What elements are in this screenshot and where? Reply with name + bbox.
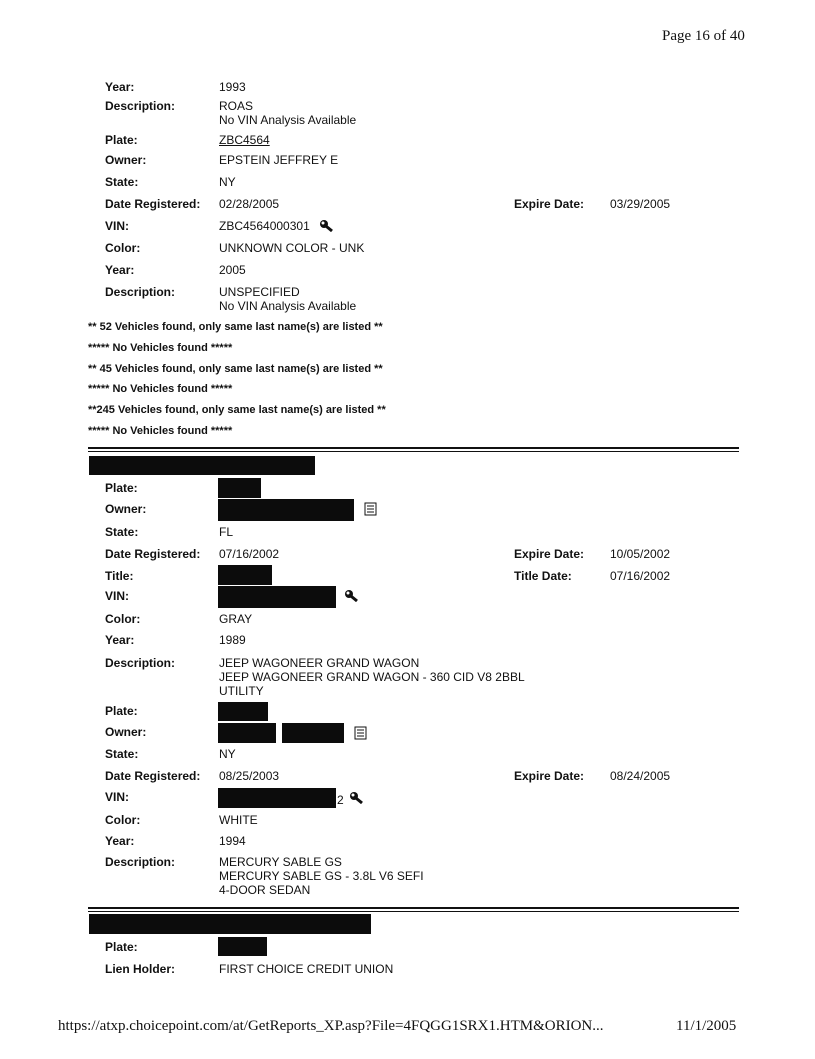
owner-report-icon[interactable] (364, 502, 377, 521)
state-value: NY (219, 175, 236, 189)
owner-value: EPSTEIN JEFFREY E (219, 153, 339, 167)
date-registered-value: 08/25/2003 (219, 769, 280, 783)
redacted-name-bar (89, 914, 371, 934)
description-value (219, 99, 356, 127)
title-date-value: 07/16/2002 (610, 569, 671, 583)
title-label: Title: (105, 569, 134, 583)
description-line-1: ROAS (219, 99, 254, 113)
date-registered-label: Date Registered: (105, 769, 201, 783)
state-value: NY (219, 747, 236, 761)
description-line-3: 4-DOOR SEDAN (219, 883, 311, 897)
footer-date: 11/1/2005 (676, 1018, 737, 1034)
vin-search-icon[interactable] (344, 589, 359, 607)
expire-date-value: 10/05/2002 (610, 547, 671, 561)
state-label: State: (105, 747, 139, 761)
description-label: Description: (105, 656, 176, 670)
color-label: Color: (105, 813, 141, 827)
note-line: ** 45 Vehicles found, only same last name(s) are listed ** (88, 363, 383, 375)
expire-date-value: 03/29/2005 (610, 197, 671, 211)
note-line: ** 52 Vehicles found, only same last name(s) are listed ** (88, 321, 383, 333)
page-number: Page 16 of 40 (662, 28, 745, 44)
redacted-plate (218, 702, 268, 721)
redacted-plate (218, 478, 261, 498)
vin-value-wrap (219, 219, 334, 235)
color-value: WHITE (219, 813, 258, 827)
redacted-owner (218, 499, 354, 521)
color-value: UNKNOWN COLOR - UNK (219, 241, 365, 255)
year-value: 1989 (219, 633, 246, 647)
state-value: FL (219, 525, 234, 539)
vin-label: VIN: (105, 589, 129, 603)
description-line-2: JEEP WAGONEER GRAND WAGON - 360 CID V8 2BBL (219, 670, 525, 684)
year-value: 1993 (219, 80, 246, 94)
note-line: **245 Vehicles found, only same last name(s) are listed ** (88, 404, 386, 416)
expire-date-label: Expire Date: (514, 547, 585, 561)
expire-date-label: Expire Date: (514, 197, 585, 211)
description-value (219, 656, 525, 698)
description-line-1: UNSPECIFIED (219, 285, 300, 299)
plate-label: Plate: (105, 133, 138, 147)
year-label: Year: (105, 633, 135, 647)
year-value: 2005 (219, 263, 246, 277)
description-line-1: MERCURY SABLE GS (219, 855, 342, 869)
lien-holder-label: Lien Holder: (105, 962, 176, 976)
lien-holder-value: FIRST CHOICE CREDIT UNION (219, 962, 394, 976)
plate-label: Plate: (105, 704, 138, 718)
owner-label: Owner: (105, 153, 147, 167)
state-label: State: (105, 175, 139, 189)
date-registered-label: Date Registered: (105, 197, 201, 211)
redacted-name-bar (89, 456, 315, 475)
year-label: Year: (105, 263, 135, 277)
plate-label: Plate: (105, 481, 138, 495)
footer-url: https://atxp.choicepoint.com/at/GetReports_XP.asp?File=4FQGG1SRX1.HTM&ORION... (58, 1018, 604, 1034)
expire-date-value: 08/24/2005 (610, 769, 671, 783)
year-label: Year: (105, 80, 135, 94)
description-line-1: JEEP WAGONEER GRAND WAGON (219, 656, 420, 670)
color-label: Color: (105, 612, 141, 626)
section-divider (88, 907, 739, 912)
description-label: Description: (105, 285, 176, 299)
state-label: State: (105, 525, 139, 539)
plate-label: Plate: (105, 940, 138, 954)
vin-value: ZBC4564000301 (219, 219, 310, 234)
date-registered-value: 07/16/2002 (219, 547, 280, 561)
owner-report-icon[interactable] (354, 726, 367, 745)
vin-search-icon[interactable] (319, 219, 334, 235)
description-line-2: MERCURY SABLE GS - 3.8L V6 SEFI (219, 869, 424, 883)
redacted-title (218, 565, 272, 585)
note-line: ***** No Vehicles found ***** (88, 425, 233, 437)
description-value (219, 285, 356, 313)
section-divider (88, 447, 739, 452)
redacted-owner-first (218, 723, 276, 743)
plate-link[interactable]: ZBC4564 (219, 133, 270, 147)
year-value: 1994 (219, 834, 246, 848)
year-label: Year: (105, 834, 135, 848)
date-registered-label: Date Registered: (105, 547, 201, 561)
redacted-owner-last (282, 723, 344, 743)
vin-label: VIN: (105, 219, 129, 233)
vin-search-icon[interactable] (349, 791, 364, 809)
title-date-label: Title Date: (514, 569, 572, 583)
expire-date-label: Expire Date: (514, 769, 585, 783)
vin-label: VIN: (105, 790, 129, 804)
redacted-vin (218, 788, 336, 808)
description-value (219, 855, 424, 897)
color-value: GRAY (219, 612, 253, 626)
description-label: Description: (105, 99, 176, 113)
color-label: Color: (105, 241, 141, 255)
description-line-2: No VIN Analysis Available (219, 299, 357, 313)
vin-tail: 2 (337, 793, 344, 807)
description-label: Description: (105, 855, 176, 869)
owner-label: Owner: (105, 502, 147, 516)
description-line-2: No VIN Analysis Available (219, 113, 357, 127)
owner-label: Owner: (105, 725, 147, 739)
date-registered-value: 02/28/2005 (219, 197, 280, 211)
note-line: ***** No Vehicles found ***** (88, 342, 233, 354)
redacted-plate (218, 937, 267, 956)
note-line: ***** No Vehicles found ***** (88, 383, 233, 395)
redacted-vin (218, 586, 336, 608)
description-line-3: UTILITY (219, 684, 264, 698)
